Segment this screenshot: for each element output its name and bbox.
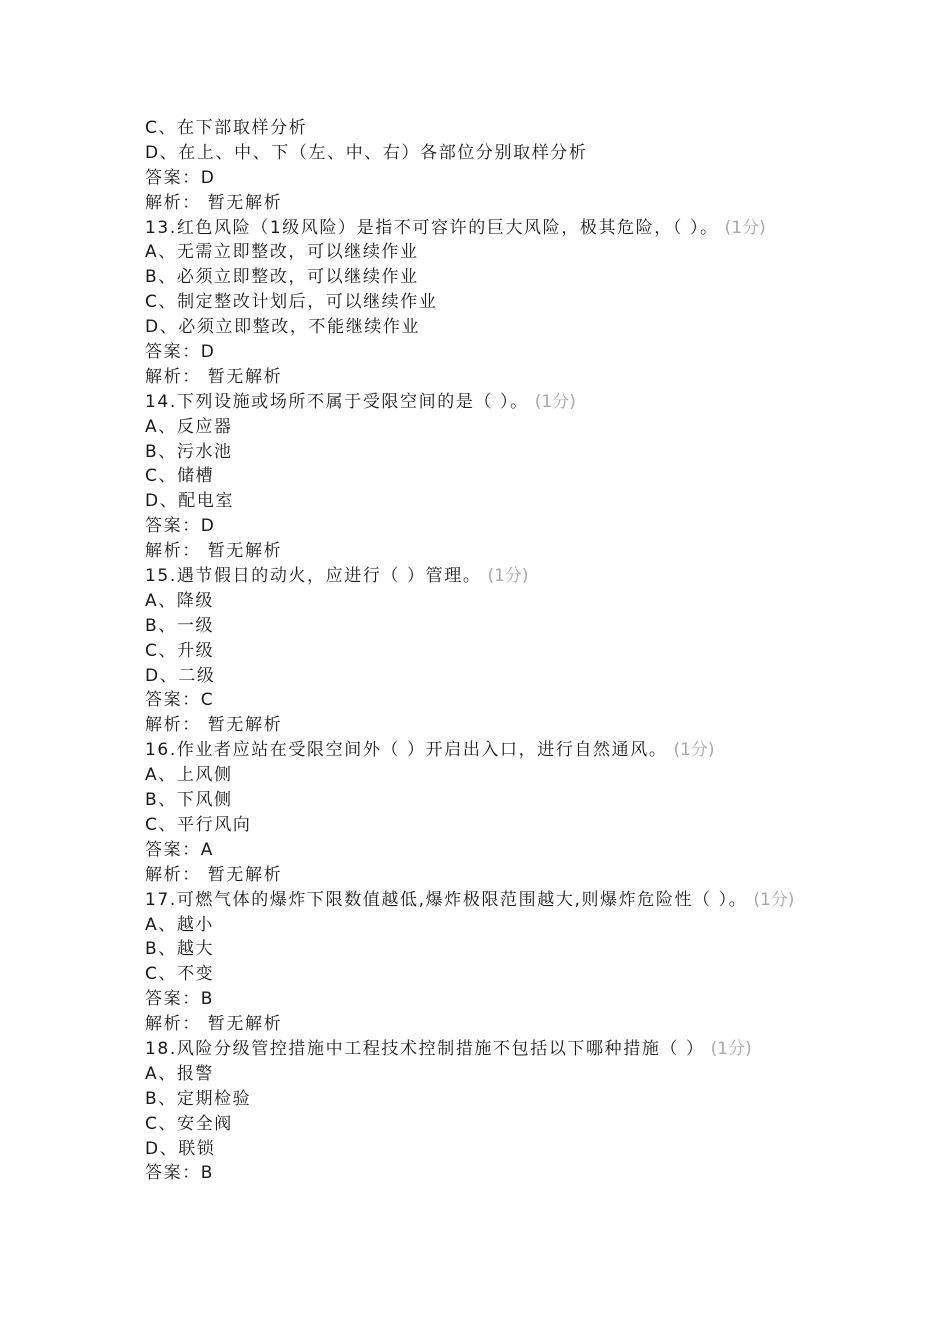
option-text: C、储槽 (145, 466, 215, 487)
analysis-line (145, 863, 805, 888)
answer-line (145, 166, 805, 191)
analysis-line (145, 713, 805, 738)
option-text: A、反应器 (145, 416, 233, 437)
question-line (145, 564, 805, 589)
option-line (145, 639, 805, 664)
question-text: 18.风险分级管控措施中工程技术控制措施不包括以下哪种措施（ ） (145, 1038, 705, 1059)
option-text: B、一级 (145, 615, 215, 636)
option-line (145, 1112, 805, 1137)
question-text: 14.下列设施或场所不属于受限空间的是（ ）。 (145, 391, 529, 412)
answer-line (145, 1161, 805, 1186)
option-text: A、上风侧 (145, 765, 233, 786)
analysis-text: 解析： 暂无解析 (145, 715, 283, 736)
analysis-line (145, 365, 805, 390)
answer-text: 答案：D (145, 342, 216, 363)
option-text: B、越大 (145, 939, 215, 960)
option-line (145, 763, 805, 788)
answer-line (145, 838, 805, 863)
option-text: C、升级 (145, 640, 215, 661)
question-text: 16.作业者应站在受限空间外（ ）开启出入口，进行自然通风。 (145, 740, 668, 761)
option-text: B、必须立即整改，可以继续作业 (145, 267, 419, 288)
score-label: (1分) (673, 740, 715, 761)
answer-text: 答案：D (145, 516, 216, 537)
question-line (145, 390, 805, 415)
analysis-text: 解析： 暂无解析 (145, 366, 283, 387)
analysis-text: 解析： 暂无解析 (145, 192, 283, 213)
option-line (145, 937, 805, 962)
score-label: (1分) (534, 391, 576, 412)
analysis-line (145, 191, 805, 216)
score-label: (1分) (487, 566, 529, 587)
answer-text: 答案：C (145, 690, 215, 711)
answer-line (145, 987, 805, 1012)
option-line (145, 315, 805, 340)
option-line (145, 464, 805, 489)
option-text: C、安全阀 (145, 1113, 233, 1134)
option-line (145, 664, 805, 689)
answer-line (145, 340, 805, 365)
option-line (145, 141, 805, 166)
option-line (145, 116, 805, 141)
option-text: C、不变 (145, 964, 215, 985)
option-text: A、报警 (145, 1063, 215, 1084)
score-label: (1分) (724, 217, 766, 238)
answer-text: 答案：A (145, 839, 215, 860)
option-line (145, 440, 805, 465)
document-body (145, 116, 805, 1186)
option-line (145, 415, 805, 440)
question-text: 15.遇节假日的动火，应进行（ ）管理。 (145, 566, 482, 587)
option-line (145, 1062, 805, 1087)
answer-text: 答案：B (145, 1163, 215, 1184)
option-text: C、在下部取样分析 (145, 118, 308, 138)
option-line (145, 788, 805, 813)
option-line (145, 1137, 805, 1162)
option-line (145, 265, 805, 290)
option-text: B、污水池 (145, 441, 233, 462)
answer-text: 答案：D (145, 167, 216, 188)
option-text: D、配电室 (145, 491, 235, 512)
analysis-text: 解析： 暂无解析 (145, 864, 283, 885)
option-line (145, 813, 805, 838)
option-text: D、二级 (145, 665, 216, 686)
question-text: 17.可燃气体的爆炸下限数值越低,爆炸极限范围越大,则爆炸危险性（ ）。 (145, 889, 748, 910)
score-label: (1分) (753, 889, 795, 910)
score-label: (1分) (710, 1038, 752, 1059)
option-line (145, 489, 805, 514)
answer-line (145, 514, 805, 539)
option-text: B、下风侧 (145, 790, 233, 811)
question-line (145, 888, 805, 913)
option-text: A、无需立即整改，可以继续作业 (145, 242, 419, 263)
question-line (145, 216, 805, 241)
option-text: C、制定整改计划后，可以继续作业 (145, 292, 438, 313)
analysis-text: 解析： 暂无解析 (145, 541, 283, 562)
answer-line (145, 688, 805, 713)
question-line (145, 738, 805, 763)
option-text: A、降级 (145, 590, 215, 611)
option-line (145, 589, 805, 614)
option-line (145, 962, 805, 987)
option-text: D、在上、中、下（左、中、右）各部位分别取样分析 (145, 142, 588, 163)
analysis-line (145, 539, 805, 564)
option-text: C、平行风向 (145, 814, 252, 835)
option-text: D、联锁 (145, 1138, 216, 1159)
question-text: 13.红色风险（1级风险）是指不可容许的巨大风险，极其危险，（ ）。 (145, 217, 719, 238)
option-line (145, 614, 805, 639)
analysis-line (145, 1012, 805, 1037)
option-text: A、越小 (145, 914, 215, 935)
option-text: B、定期检验 (145, 1088, 252, 1109)
question-line (145, 1037, 805, 1062)
option-line (145, 913, 805, 938)
option-line (145, 1087, 805, 1112)
option-text: D、必须立即整改，不能继续作业 (145, 317, 421, 338)
analysis-text: 解析： 暂无解析 (145, 1014, 283, 1035)
option-line (145, 290, 805, 315)
answer-text: 答案：B (145, 989, 215, 1010)
option-line (145, 240, 805, 265)
